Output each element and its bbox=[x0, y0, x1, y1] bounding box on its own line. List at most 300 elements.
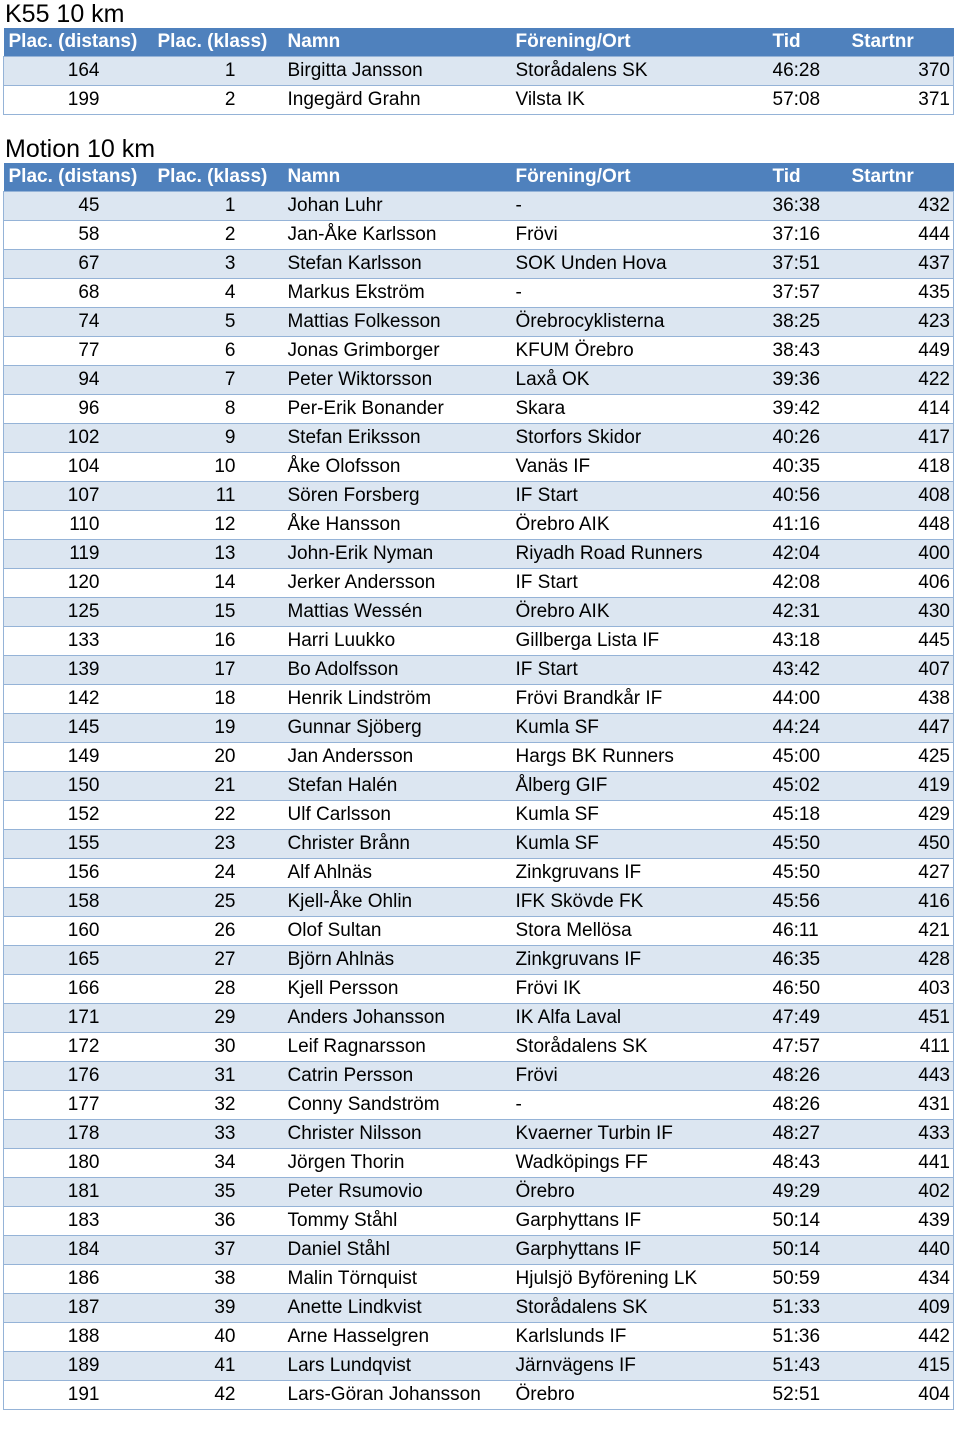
cell-startnr: 408 bbox=[852, 482, 954, 511]
cell-plac-klass: 32 bbox=[156, 1091, 284, 1120]
table-header-row bbox=[4, 163, 954, 192]
cell-plac-klass: 25 bbox=[156, 888, 284, 917]
cell-plac-klass: 34 bbox=[156, 1149, 284, 1178]
cell-plac-klass: 41 bbox=[156, 1352, 284, 1381]
header-namn: Namn bbox=[284, 28, 512, 57]
cell-plac-klass: 24 bbox=[156, 859, 284, 888]
cell-plac-klass: 40 bbox=[156, 1323, 284, 1352]
cell-tid: 48:26 bbox=[770, 1091, 852, 1120]
cell-namn: Peter Wiktorsson bbox=[284, 366, 512, 395]
cell-plac-klass: 37 bbox=[156, 1236, 284, 1265]
cell-namn: Åke Olofsson bbox=[284, 453, 512, 482]
table-row bbox=[4, 221, 954, 250]
cell-tid: 40:35 bbox=[770, 453, 852, 482]
cell-startnr: 400 bbox=[852, 540, 954, 569]
cell-startnr: 427 bbox=[852, 859, 954, 888]
cell-tid: 37:51 bbox=[770, 250, 852, 279]
cell-namn: Stefan Halén bbox=[284, 772, 512, 801]
cell-namn: Mattias Folkesson bbox=[284, 308, 512, 337]
cell-plac-distans: 191 bbox=[4, 1381, 156, 1410]
cell-startnr: 421 bbox=[852, 917, 954, 946]
table-row bbox=[4, 627, 954, 656]
cell-startnr: 440 bbox=[852, 1236, 954, 1265]
cell-forening-ort: Garphyttans IF bbox=[512, 1236, 770, 1265]
cell-plac-distans: 74 bbox=[4, 308, 156, 337]
table-row bbox=[4, 1352, 954, 1381]
cell-plac-klass: 4 bbox=[156, 279, 284, 308]
table-row bbox=[4, 1120, 954, 1149]
cell-tid: 38:43 bbox=[770, 337, 852, 366]
cell-plac-klass: 2 bbox=[156, 221, 284, 250]
cell-plac-klass: 33 bbox=[156, 1120, 284, 1149]
cell-plac-distans: 160 bbox=[4, 917, 156, 946]
cell-plac-distans: 110 bbox=[4, 511, 156, 540]
table-row bbox=[4, 830, 954, 859]
cell-tid: 51:33 bbox=[770, 1294, 852, 1323]
table-row bbox=[4, 772, 954, 801]
cell-startnr: 416 bbox=[852, 888, 954, 917]
cell-plac-klass: 14 bbox=[156, 569, 284, 598]
cell-forening-ort: Frövi Brandkår IF bbox=[512, 685, 770, 714]
cell-namn: Anette Lindkvist bbox=[284, 1294, 512, 1323]
table-header-row bbox=[4, 28, 954, 57]
cell-startnr: 422 bbox=[852, 366, 954, 395]
cell-forening-ort: Örebrocyklisterna bbox=[512, 308, 770, 337]
cell-startnr: 433 bbox=[852, 1120, 954, 1149]
cell-forening-ort: IK Alfa Laval bbox=[512, 1004, 770, 1033]
cell-namn: Stefan Eriksson bbox=[284, 424, 512, 453]
header-tid: Tid bbox=[770, 28, 852, 57]
cell-tid: 39:36 bbox=[770, 366, 852, 395]
results-table-motion bbox=[3, 163, 954, 1410]
cell-startnr: 417 bbox=[852, 424, 954, 453]
cell-plac-klass: 9 bbox=[156, 424, 284, 453]
cell-plac-klass: 18 bbox=[156, 685, 284, 714]
header-plac-distans: Plac. (distans) bbox=[4, 28, 156, 57]
table-row bbox=[4, 540, 954, 569]
cell-namn: Lars Lundqvist bbox=[284, 1352, 512, 1381]
header-startnr: Startnr bbox=[852, 163, 954, 192]
cell-plac-distans: 133 bbox=[4, 627, 156, 656]
cell-plac-klass: 19 bbox=[156, 714, 284, 743]
cell-plac-distans: 155 bbox=[4, 830, 156, 859]
cell-tid: 50:14 bbox=[770, 1236, 852, 1265]
cell-plac-distans: 120 bbox=[4, 569, 156, 598]
cell-plac-klass: 35 bbox=[156, 1178, 284, 1207]
cell-tid: 51:36 bbox=[770, 1323, 852, 1352]
cell-startnr: 431 bbox=[852, 1091, 954, 1120]
cell-plac-klass: 6 bbox=[156, 337, 284, 366]
cell-startnr: 428 bbox=[852, 946, 954, 975]
header-tid: Tid bbox=[770, 163, 852, 192]
table-row bbox=[4, 1178, 954, 1207]
table-row bbox=[4, 975, 954, 1004]
cell-startnr: 448 bbox=[852, 511, 954, 540]
cell-plac-klass: 22 bbox=[156, 801, 284, 830]
cell-startnr: 450 bbox=[852, 830, 954, 859]
cell-startnr: 415 bbox=[852, 1352, 954, 1381]
cell-tid: 48:26 bbox=[770, 1062, 852, 1091]
cell-plac-distans: 107 bbox=[4, 482, 156, 511]
cell-tid: 46:35 bbox=[770, 946, 852, 975]
cell-startnr: 441 bbox=[852, 1149, 954, 1178]
cell-tid: 36:38 bbox=[770, 192, 852, 221]
cell-plac-distans: 180 bbox=[4, 1149, 156, 1178]
cell-plac-distans: 199 bbox=[4, 86, 156, 115]
cell-namn: Malin Törnquist bbox=[284, 1265, 512, 1294]
cell-plac-distans: 164 bbox=[4, 57, 156, 86]
cell-tid: 48:27 bbox=[770, 1120, 852, 1149]
cell-forening-ort: Storfors Skidor bbox=[512, 424, 770, 453]
cell-plac-distans: 183 bbox=[4, 1207, 156, 1236]
cell-plac-distans: 125 bbox=[4, 598, 156, 627]
cell-namn: Markus Ekström bbox=[284, 279, 512, 308]
cell-tid: 40:26 bbox=[770, 424, 852, 453]
cell-forening-ort: Stora Mellösa bbox=[512, 917, 770, 946]
cell-tid: 41:16 bbox=[770, 511, 852, 540]
cell-plac-distans: 77 bbox=[4, 337, 156, 366]
cell-namn: Jerker Andersson bbox=[284, 569, 512, 598]
cell-startnr: 434 bbox=[852, 1265, 954, 1294]
cell-plac-distans: 104 bbox=[4, 453, 156, 482]
cell-plac-klass: 28 bbox=[156, 975, 284, 1004]
cell-namn: Stefan Karlsson bbox=[284, 250, 512, 279]
cell-namn: Mattias Wessén bbox=[284, 598, 512, 627]
cell-tid: 45:50 bbox=[770, 859, 852, 888]
cell-tid: 40:56 bbox=[770, 482, 852, 511]
cell-plac-klass: 11 bbox=[156, 482, 284, 511]
cell-startnr: 423 bbox=[852, 308, 954, 337]
cell-namn: Harri Luukko bbox=[284, 627, 512, 656]
cell-tid: 43:18 bbox=[770, 627, 852, 656]
cell-namn: Peter Rsumovio bbox=[284, 1178, 512, 1207]
header-forening-ort: Förening/Ort bbox=[512, 163, 770, 192]
cell-namn: Birgitta Jansson bbox=[284, 57, 512, 86]
cell-namn: Tommy Ståhl bbox=[284, 1207, 512, 1236]
cell-forening-ort: Laxå OK bbox=[512, 366, 770, 395]
section-title-motion: Motion 10 km bbox=[5, 135, 156, 163]
cell-forening-ort: Riyadh Road Runners bbox=[512, 540, 770, 569]
cell-plac-klass: 29 bbox=[156, 1004, 284, 1033]
cell-plac-distans: 142 bbox=[4, 685, 156, 714]
table-row bbox=[4, 453, 954, 482]
cell-forening-ort: Karlslunds IF bbox=[512, 1323, 770, 1352]
cell-tid: 42:08 bbox=[770, 569, 852, 598]
cell-tid: 47:57 bbox=[770, 1033, 852, 1062]
cell-tid: 45:50 bbox=[770, 830, 852, 859]
cell-startnr: 437 bbox=[852, 250, 954, 279]
cell-tid: 42:31 bbox=[770, 598, 852, 627]
cell-plac-distans: 172 bbox=[4, 1033, 156, 1062]
table-row bbox=[4, 1381, 954, 1410]
cell-namn: Catrin Persson bbox=[284, 1062, 512, 1091]
cell-startnr: 449 bbox=[852, 337, 954, 366]
table-row bbox=[4, 1149, 954, 1178]
cell-forening-ort: Hjulsjö Byförening LK bbox=[512, 1265, 770, 1294]
cell-namn: Ingegärd Grahn bbox=[284, 86, 512, 115]
cell-startnr: 403 bbox=[852, 975, 954, 1004]
cell-plac-klass: 1 bbox=[156, 57, 284, 86]
table-row bbox=[4, 743, 954, 772]
cell-plac-distans: 102 bbox=[4, 424, 156, 453]
table-row bbox=[4, 1207, 954, 1236]
cell-namn: Jan-Åke Karlsson bbox=[284, 221, 512, 250]
cell-plac-klass: 15 bbox=[156, 598, 284, 627]
cell-plac-klass: 39 bbox=[156, 1294, 284, 1323]
cell-startnr: 438 bbox=[852, 685, 954, 714]
table-row bbox=[4, 917, 954, 946]
cell-forening-ort: Storådalens SK bbox=[512, 1294, 770, 1323]
cell-startnr: 370 bbox=[852, 57, 954, 86]
header-plac-distans: Plac. (distans) bbox=[4, 163, 156, 192]
cell-startnr: 442 bbox=[852, 1323, 954, 1352]
cell-plac-distans: 184 bbox=[4, 1236, 156, 1265]
cell-namn: Sören Forsberg bbox=[284, 482, 512, 511]
cell-tid: 46:50 bbox=[770, 975, 852, 1004]
table-row bbox=[4, 511, 954, 540]
cell-forening-ort: Skara bbox=[512, 395, 770, 424]
cell-tid: 38:25 bbox=[770, 308, 852, 337]
cell-plac-klass: 26 bbox=[156, 917, 284, 946]
cell-forening-ort: Wadköpings FF bbox=[512, 1149, 770, 1178]
cell-namn: Henrik Lindström bbox=[284, 685, 512, 714]
cell-plac-distans: 145 bbox=[4, 714, 156, 743]
cell-forening-ort: Gillberga Lista IF bbox=[512, 627, 770, 656]
cell-forening-ort: Örebro bbox=[512, 1381, 770, 1410]
cell-namn: Åke Hansson bbox=[284, 511, 512, 540]
cell-forening-ort: - bbox=[512, 1091, 770, 1120]
cell-tid: 49:29 bbox=[770, 1178, 852, 1207]
cell-plac-distans: 58 bbox=[4, 221, 156, 250]
cell-plac-distans: 187 bbox=[4, 1294, 156, 1323]
cell-plac-klass: 16 bbox=[156, 627, 284, 656]
cell-tid: 48:43 bbox=[770, 1149, 852, 1178]
header-plac-klass: Plac. (klass) bbox=[156, 163, 284, 192]
cell-startnr: 425 bbox=[852, 743, 954, 772]
cell-plac-klass: 17 bbox=[156, 656, 284, 685]
cell-namn: Björn Ahlnäs bbox=[284, 946, 512, 975]
table-row bbox=[4, 1033, 954, 1062]
cell-tid: 44:00 bbox=[770, 685, 852, 714]
section-title-k55: K55 10 km bbox=[5, 0, 125, 28]
table-row bbox=[4, 250, 954, 279]
cell-tid: 46:28 bbox=[770, 57, 852, 86]
header-startnr: Startnr bbox=[852, 28, 954, 57]
table-row bbox=[4, 337, 954, 366]
cell-startnr: 432 bbox=[852, 192, 954, 221]
cell-startnr: 429 bbox=[852, 801, 954, 830]
cell-plac-distans: 139 bbox=[4, 656, 156, 685]
cell-plac-distans: 158 bbox=[4, 888, 156, 917]
cell-namn: Anders Johansson bbox=[284, 1004, 512, 1033]
cell-plac-distans: 186 bbox=[4, 1265, 156, 1294]
table-row bbox=[4, 279, 954, 308]
cell-startnr: 430 bbox=[852, 598, 954, 627]
cell-startnr: 419 bbox=[852, 772, 954, 801]
table-row bbox=[4, 801, 954, 830]
cell-plac-klass: 2 bbox=[156, 86, 284, 115]
cell-plac-klass: 27 bbox=[156, 946, 284, 975]
table-row bbox=[4, 366, 954, 395]
cell-forening-ort: Kumla SF bbox=[512, 714, 770, 743]
header-namn: Namn bbox=[284, 163, 512, 192]
cell-forening-ort: KFUM Örebro bbox=[512, 337, 770, 366]
header-plac-klass: Plac. (klass) bbox=[156, 28, 284, 57]
cell-tid: 39:42 bbox=[770, 395, 852, 424]
table-row bbox=[4, 1091, 954, 1120]
cell-plac-distans: 149 bbox=[4, 743, 156, 772]
table-row bbox=[4, 1323, 954, 1352]
cell-forening-ort: Garphyttans IF bbox=[512, 1207, 770, 1236]
cell-tid: 50:59 bbox=[770, 1265, 852, 1294]
cell-forening-ort: IF Start bbox=[512, 482, 770, 511]
cell-forening-ort: IF Start bbox=[512, 569, 770, 598]
cell-forening-ort: Kvaerner Turbin IF bbox=[512, 1120, 770, 1149]
cell-namn: Jonas Grimborger bbox=[284, 337, 512, 366]
table-row bbox=[4, 308, 954, 337]
table-row bbox=[4, 859, 954, 888]
table-row bbox=[4, 656, 954, 685]
cell-plac-distans: 188 bbox=[4, 1323, 156, 1352]
cell-forening-ort: Frövi bbox=[512, 1062, 770, 1091]
table-row bbox=[4, 714, 954, 743]
cell-plac-distans: 152 bbox=[4, 801, 156, 830]
cell-namn: Leif Ragnarsson bbox=[284, 1033, 512, 1062]
cell-startnr: 409 bbox=[852, 1294, 954, 1323]
cell-forening-ort: Örebro bbox=[512, 1178, 770, 1207]
cell-startnr: 414 bbox=[852, 395, 954, 424]
cell-namn: Arne Hasselgren bbox=[284, 1323, 512, 1352]
cell-namn: Conny Sandström bbox=[284, 1091, 512, 1120]
cell-plac-distans: 165 bbox=[4, 946, 156, 975]
cell-forening-ort: Zinkgruvans IF bbox=[512, 859, 770, 888]
table-row bbox=[4, 395, 954, 424]
cell-startnr: 445 bbox=[852, 627, 954, 656]
cell-forening-ort: IFK Skövde FK bbox=[512, 888, 770, 917]
table-row bbox=[4, 1265, 954, 1294]
cell-forening-ort: Örebro AIK bbox=[512, 511, 770, 540]
table-row bbox=[4, 685, 954, 714]
cell-startnr: 451 bbox=[852, 1004, 954, 1033]
cell-forening-ort: - bbox=[512, 192, 770, 221]
table-row bbox=[4, 57, 954, 86]
cell-namn: Kjell-Åke Ohlin bbox=[284, 888, 512, 917]
cell-tid: 51:43 bbox=[770, 1352, 852, 1381]
cell-startnr: 447 bbox=[852, 714, 954, 743]
cell-namn: Christer Brånn bbox=[284, 830, 512, 859]
results-table-k55 bbox=[3, 28, 954, 115]
cell-plac-klass: 10 bbox=[156, 453, 284, 482]
cell-namn: Johan Luhr bbox=[284, 192, 512, 221]
cell-forening-ort: Hargs BK Runners bbox=[512, 743, 770, 772]
cell-tid: 50:14 bbox=[770, 1207, 852, 1236]
cell-namn: Kjell Persson bbox=[284, 975, 512, 1004]
cell-tid: 46:11 bbox=[770, 917, 852, 946]
table-row bbox=[4, 424, 954, 453]
cell-tid: 57:08 bbox=[770, 86, 852, 115]
cell-tid: 45:56 bbox=[770, 888, 852, 917]
cell-plac-distans: 68 bbox=[4, 279, 156, 308]
cell-forening-ort: Ålberg GIF bbox=[512, 772, 770, 801]
table-row bbox=[4, 598, 954, 627]
table-row bbox=[4, 192, 954, 221]
header-forening-ort: Förening/Ort bbox=[512, 28, 770, 57]
cell-plac-klass: 20 bbox=[156, 743, 284, 772]
cell-plac-distans: 181 bbox=[4, 1178, 156, 1207]
cell-plac-klass: 1 bbox=[156, 192, 284, 221]
cell-plac-distans: 176 bbox=[4, 1062, 156, 1091]
cell-namn: Gunnar Sjöberg bbox=[284, 714, 512, 743]
table-row bbox=[4, 1062, 954, 1091]
cell-plac-distans: 178 bbox=[4, 1120, 156, 1149]
cell-forening-ort: Frövi IK bbox=[512, 975, 770, 1004]
cell-plac-distans: 166 bbox=[4, 975, 156, 1004]
cell-startnr: 418 bbox=[852, 453, 954, 482]
cell-plac-distans: 45 bbox=[4, 192, 156, 221]
cell-startnr: 443 bbox=[852, 1062, 954, 1091]
cell-plac-distans: 150 bbox=[4, 772, 156, 801]
cell-forening-ort: Vanäs IF bbox=[512, 453, 770, 482]
cell-forening-ort: Storådalens SK bbox=[512, 1033, 770, 1062]
cell-forening-ort: - bbox=[512, 279, 770, 308]
table-row bbox=[4, 946, 954, 975]
cell-plac-distans: 67 bbox=[4, 250, 156, 279]
cell-forening-ort: SOK Unden Hova bbox=[512, 250, 770, 279]
cell-plac-klass: 13 bbox=[156, 540, 284, 569]
cell-plac-klass: 5 bbox=[156, 308, 284, 337]
cell-namn: Jan Andersson bbox=[284, 743, 512, 772]
cell-plac-klass: 36 bbox=[156, 1207, 284, 1236]
cell-tid: 52:51 bbox=[770, 1381, 852, 1410]
cell-forening-ort: Vilsta IK bbox=[512, 86, 770, 115]
cell-startnr: 439 bbox=[852, 1207, 954, 1236]
cell-namn: Alf Ahlnäs bbox=[284, 859, 512, 888]
cell-startnr: 406 bbox=[852, 569, 954, 598]
cell-plac-klass: 3 bbox=[156, 250, 284, 279]
cell-plac-distans: 94 bbox=[4, 366, 156, 395]
cell-forening-ort: Storådalens SK bbox=[512, 57, 770, 86]
cell-plac-distans: 156 bbox=[4, 859, 156, 888]
cell-plac-klass: 23 bbox=[156, 830, 284, 859]
table-row bbox=[4, 888, 954, 917]
cell-startnr: 407 bbox=[852, 656, 954, 685]
cell-tid: 42:04 bbox=[770, 540, 852, 569]
cell-forening-ort: Kumla SF bbox=[512, 801, 770, 830]
cell-plac-distans: 189 bbox=[4, 1352, 156, 1381]
cell-plac-distans: 177 bbox=[4, 1091, 156, 1120]
cell-plac-distans: 119 bbox=[4, 540, 156, 569]
cell-tid: 37:57 bbox=[770, 279, 852, 308]
cell-tid: 47:49 bbox=[770, 1004, 852, 1033]
table-row bbox=[4, 482, 954, 511]
cell-tid: 43:42 bbox=[770, 656, 852, 685]
cell-namn: Olof Sultan bbox=[284, 917, 512, 946]
cell-startnr: 411 bbox=[852, 1033, 954, 1062]
cell-tid: 45:00 bbox=[770, 743, 852, 772]
cell-forening-ort: Zinkgruvans IF bbox=[512, 946, 770, 975]
table-row bbox=[4, 1236, 954, 1265]
cell-plac-klass: 42 bbox=[156, 1381, 284, 1410]
cell-forening-ort: Örebro AIK bbox=[512, 598, 770, 627]
cell-namn: Per-Erik Bonander bbox=[284, 395, 512, 424]
cell-startnr: 404 bbox=[852, 1381, 954, 1410]
cell-namn: Jörgen Thorin bbox=[284, 1149, 512, 1178]
cell-tid: 44:24 bbox=[770, 714, 852, 743]
cell-startnr: 435 bbox=[852, 279, 954, 308]
cell-startnr: 402 bbox=[852, 1178, 954, 1207]
cell-plac-klass: 7 bbox=[156, 366, 284, 395]
cell-plac-klass: 21 bbox=[156, 772, 284, 801]
